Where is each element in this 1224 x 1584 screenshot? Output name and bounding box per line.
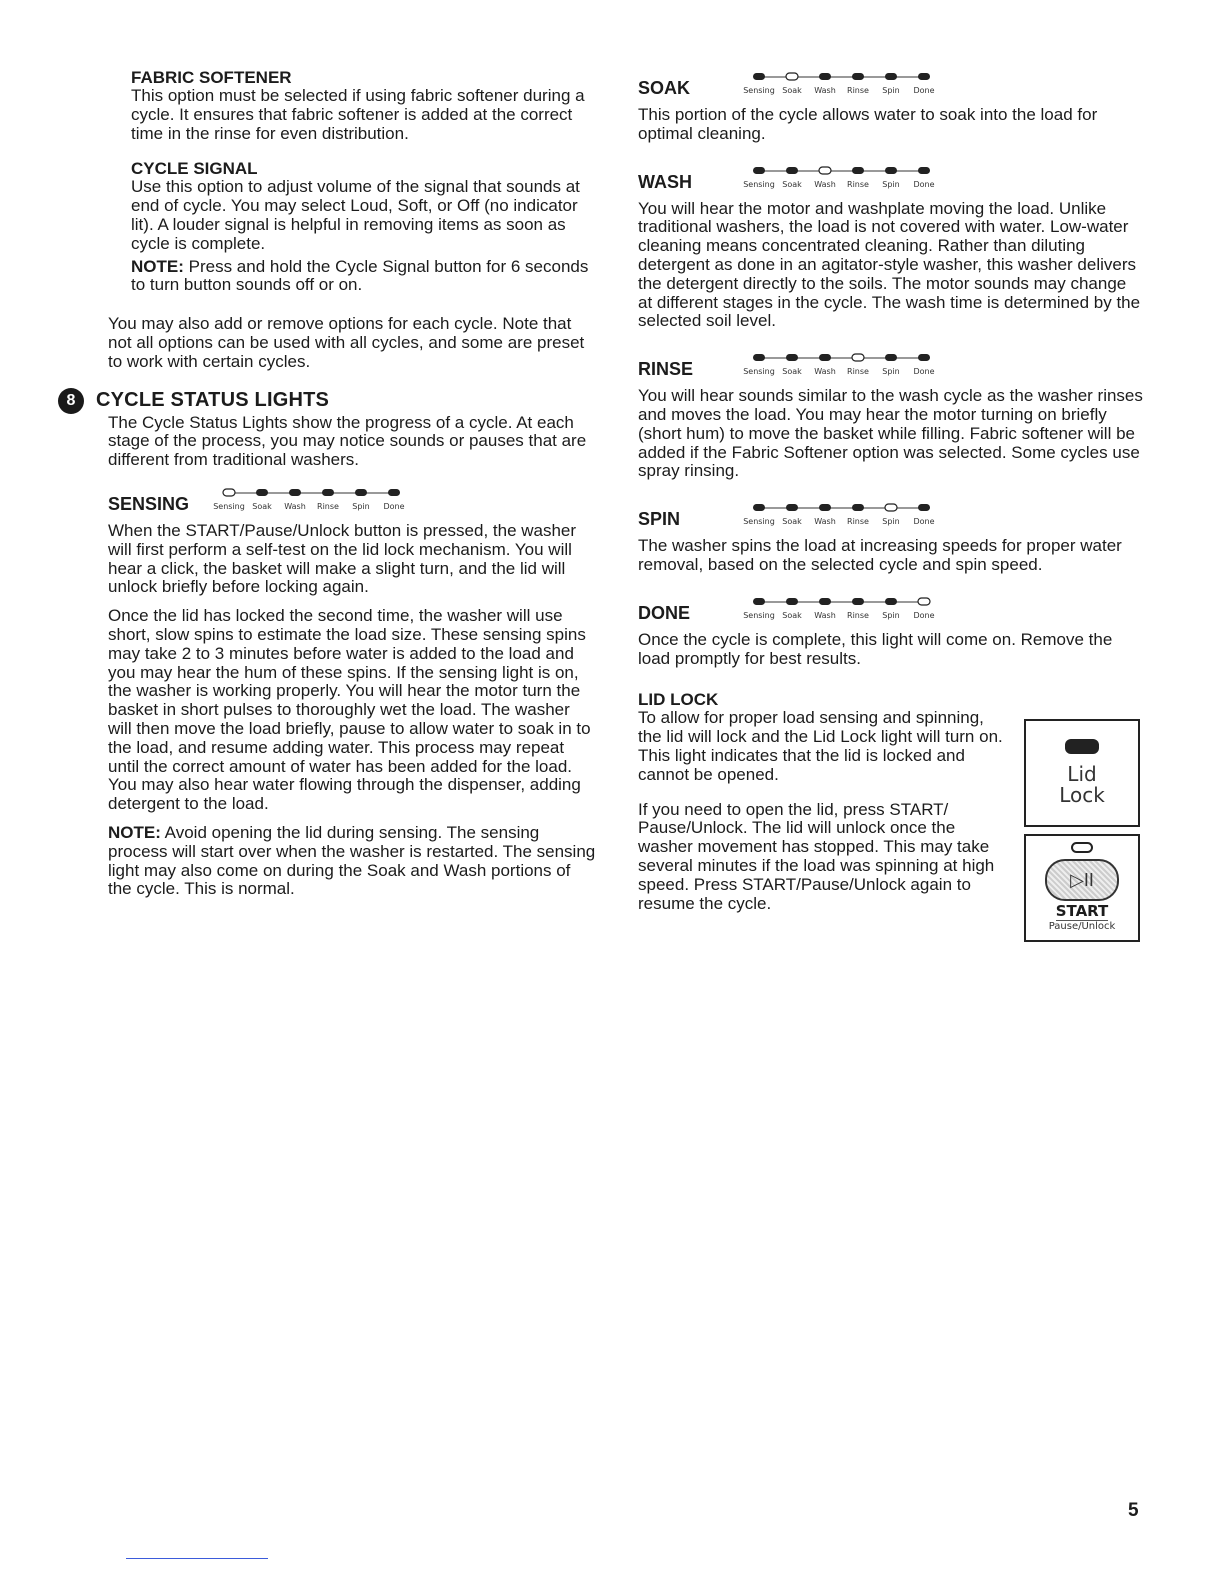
status-light-done [388,489,400,496]
status-light-label-wash: Wash [814,86,836,95]
status-light-label-rinse: Rinse [317,501,339,511]
status-light-spin [885,167,897,174]
soak-status-lights [743,68,943,98]
status-light-sensing [753,504,765,511]
status-light-label-soak: Soak [252,501,272,511]
status-light-sensing [753,598,765,605]
lid-lock-paragraph-1: To allow for proper load sensing and spinning, the lid will lock and the Lid Lock light will turn on. This light indicates that the lid is locked and cannot be opened. [638,708,1003,784]
status-light-label-wash: Wash [814,367,836,377]
note-text: Avoid opening the lid during sensing. The sensing process will start over when the washer is restarted. The sensing light may also come on during the Soak and Wash portions of the cycle. This is normal. [108,822,596,899]
lid-lock-panel-label-2: Lock [1059,783,1105,807]
wash-title: WASH [638,171,692,192]
soak-title: SOAK [638,78,691,98]
cycle-signal-note [131,258,598,296]
status-light-rinse [852,504,864,511]
status-light-wash [819,598,831,605]
status-light-label-sensing: Sensing [743,367,775,377]
rinse-body: You will hear sounds similar to the wash cycle as the washer rinses and moves the load. You may hear the motor turning on briefly (short hum) to move the basket while filling. Fabric softener will be added if the Fabric Softener option was selected. Some cycles use spray rinsing. [638,386,1143,481]
status-light-soak-lit [786,73,798,80]
status-light-sensing [753,73,765,80]
spin-body: The washer spins the load at increasing speeds for proper water removal, based on the selected cycle and spin speed. [638,536,1122,574]
section-title: CYCLE STATUS LIGHTS [96,389,330,412]
status-light-label-sensing: Sensing [743,86,775,95]
wash-stage-header [638,162,1143,192]
status-light-label-soak: Soak [782,610,802,620]
page-number: 5 [1128,1500,1139,1521]
wash-body: You will hear the motor and washplate moving the load. Unlike traditional washers, the load is not covered with water. Low-water cleaning means concentrated cleaning. Rather than diluting detergent as done in an agitator-style washer, this washer delivers the detergent directly to the soils. The motor sounds may change at different stages in the cycle. The wash time is determined by the selected soil level. [638,198,1141,331]
status-light-wash [819,73,831,80]
start-label: START [1055,902,1109,920]
rinse-stage-header [638,349,1143,379]
note-label: NOTE: [108,822,161,842]
cycle-signal-title: CYCLE SIGNAL [131,159,258,179]
play-pause-icon: ▷II [1045,859,1119,901]
footer-rule [126,1558,268,1559]
sensing-status-lights [213,484,413,514]
status-light-rinse [852,73,864,80]
status-light-sensing-lit [223,489,235,496]
spin-stage-header [638,499,1143,529]
status-light-label-spin: Spin [882,86,900,95]
status-light-label-done: Done [913,610,935,620]
status-light-done [918,354,930,361]
done-stage-header [638,593,1143,623]
done-title: DONE [638,602,691,623]
cycle-signal-body: Use this option to adjust volume of the signal that sounds at end of cycle. You may select Loud, Soft, or Off (no indicator lit). A louder signal is helpful in removing items as soon as cycle is complete. [131,177,580,253]
sensing-title: SENSING [108,493,190,514]
status-light-label-rinse: Rinse [847,367,869,377]
status-light-soak [786,167,798,174]
status-light-label-wash: Wash [284,501,306,511]
status-light-label-spin: Spin [882,517,900,527]
status-light-done-lit [918,598,930,605]
spin-title: SPIN [638,509,681,530]
cycle-signal-section [131,159,598,295]
fabric-softener-body: This option must be selected if using fabric softener during a cycle. It ensures that fabric softener is added at the correct time in the rinse for even distribution. [131,86,585,143]
status-light-spin [885,354,897,361]
status-light-label-soak: Soak [782,179,802,189]
status-light-label-sensing: Sensing [743,179,775,189]
sensing-note [108,824,598,899]
status-light-label-spin: Spin [352,501,370,511]
status-light-label-soak: Soak [782,367,802,377]
status-light-sensing [753,167,765,174]
status-light-label-wash: Wash [814,179,836,189]
wash-status-lights [743,162,943,192]
status-light-spin-lit [885,504,897,511]
status-light-rinse [852,167,864,174]
note-label: NOTE: [131,256,184,276]
status-light-soak [786,598,798,605]
sensing-paragraph-1: When the START/Pause/Unlock button is pressed, the washer will first perform a self-test on the lid lock mechanism. You will hear a click, the basket will make a slight turn, and the lid will unlock briefly before locking again. [108,520,577,597]
lid-lock-panel-label-1: Lid [1067,762,1097,786]
status-light-label-rinse: Rinse [847,86,869,95]
lid-lock-title: LID LOCK [638,690,719,710]
status-light-label-rinse: Rinse [847,179,869,189]
soak-stage-header [638,68,1143,98]
lid-lock-paragraph-2: If you need to open the lid, press START/ Pause/Unlock. The lid will unlock once the washer movement has stopped. This may take several minutes if the load was spinning at high speed. Press START/Pause/Unlock again to resume the cycle. [638,799,995,913]
rinse-status-lights [743,349,943,379]
spin-status-lights [743,499,943,529]
status-light-label-wash: Wash [814,517,836,527]
status-light-label-done: Done [383,501,405,511]
status-light-label-spin: Spin [882,367,900,377]
lid-lock-section [638,690,1008,913]
status-light-wash [819,504,831,511]
status-light-wash-lit [819,167,831,174]
status-light-label-soak: Soak [782,86,802,95]
status-light-spin [885,73,897,80]
status-light-label-done: Done [913,86,935,95]
start-button-panel [1024,834,1140,942]
status-light-label-done: Done [913,367,935,377]
status-light-wash [819,354,831,361]
status-light-label-rinse: Rinse [847,517,869,527]
status-light-wash [289,489,301,496]
status-light-label-rinse: Rinse [847,610,869,620]
note-text: Press and hold the Cycle Signal button for 6 seconds to turn button sounds off or on. [131,256,589,295]
fabric-softener-title: FABRIC SOFTENER [131,68,292,87]
status-light-spin [885,598,897,605]
fabric-softener-section [131,68,598,143]
status-light-rinse [852,598,864,605]
done-body: Once the cycle is complete, this light will come on. Remove the load promptly for best results. [638,629,1113,668]
status-light-label-spin: Spin [882,610,900,620]
status-light-label-sensing: Sensing [743,610,775,620]
status-light-label-sensing: Sensing [743,517,775,527]
status-light-label-spin: Spin [882,179,900,189]
status-light-soak [786,504,798,511]
options-paragraph: You may also add or remove options for each cycle. Note that not all options can be used with all cycles, and some are preset to work with certain cycles. [108,314,585,371]
status-light-spin [355,489,367,496]
start-lamp-icon [1071,842,1093,853]
lid-lock-indicator-panel [1024,719,1140,827]
lid-lock-lamp-icon [1065,739,1099,754]
status-light-sensing [753,354,765,361]
status-light-done [918,504,930,511]
rinse-title: RINSE [638,359,694,380]
sensing-stage-header [108,484,598,514]
status-light-rinse-lit [852,354,864,361]
section-number-badge: 8 [58,388,84,414]
sensing-paragraph-2: Once the lid has locked the second time, the washer will use short, slow spins to estimate the load size. These sensing spins may take 2 to 3 minutes before water is added to the load and you may hear the hum of these spins. If the sensing light is on, the washer is working properly. You will hear the motor turn the basket in short pulses to thoroughly wet the load. The washer will then move the load briefly, pause to allow water to soak in to the load, and resume adding water. This process may repeat until the correct amount of water has been added for the load. You may also hear water flowing through the dispenser, adding detergent to the load. [108,606,591,814]
soak-body: This portion of the cycle allows water to soak into the load for optimal cleaning. [638,105,1098,143]
cycle-status-intro: The Cycle Status Lights show the progress of a cycle. At each stage of the process, you may notice sounds or pauses that are different from traditional washers. [108,412,587,470]
status-light-done [918,167,930,174]
status-light-soak [256,489,268,496]
status-light-label-soak: Soak [782,517,802,527]
status-light-label-done: Done [913,517,935,527]
left-column [66,68,598,899]
cycle-status-heading [58,388,598,414]
status-light-label-done: Done [913,179,935,189]
start-sublabel: Pause/Unlock [1048,921,1116,932]
status-light-label-sensing: Sensing [213,501,245,511]
status-light-done [918,73,930,80]
status-light-label-wash: Wash [814,610,836,620]
status-light-rinse [322,489,334,496]
status-light-soak [786,354,798,361]
done-status-lights [743,593,943,623]
